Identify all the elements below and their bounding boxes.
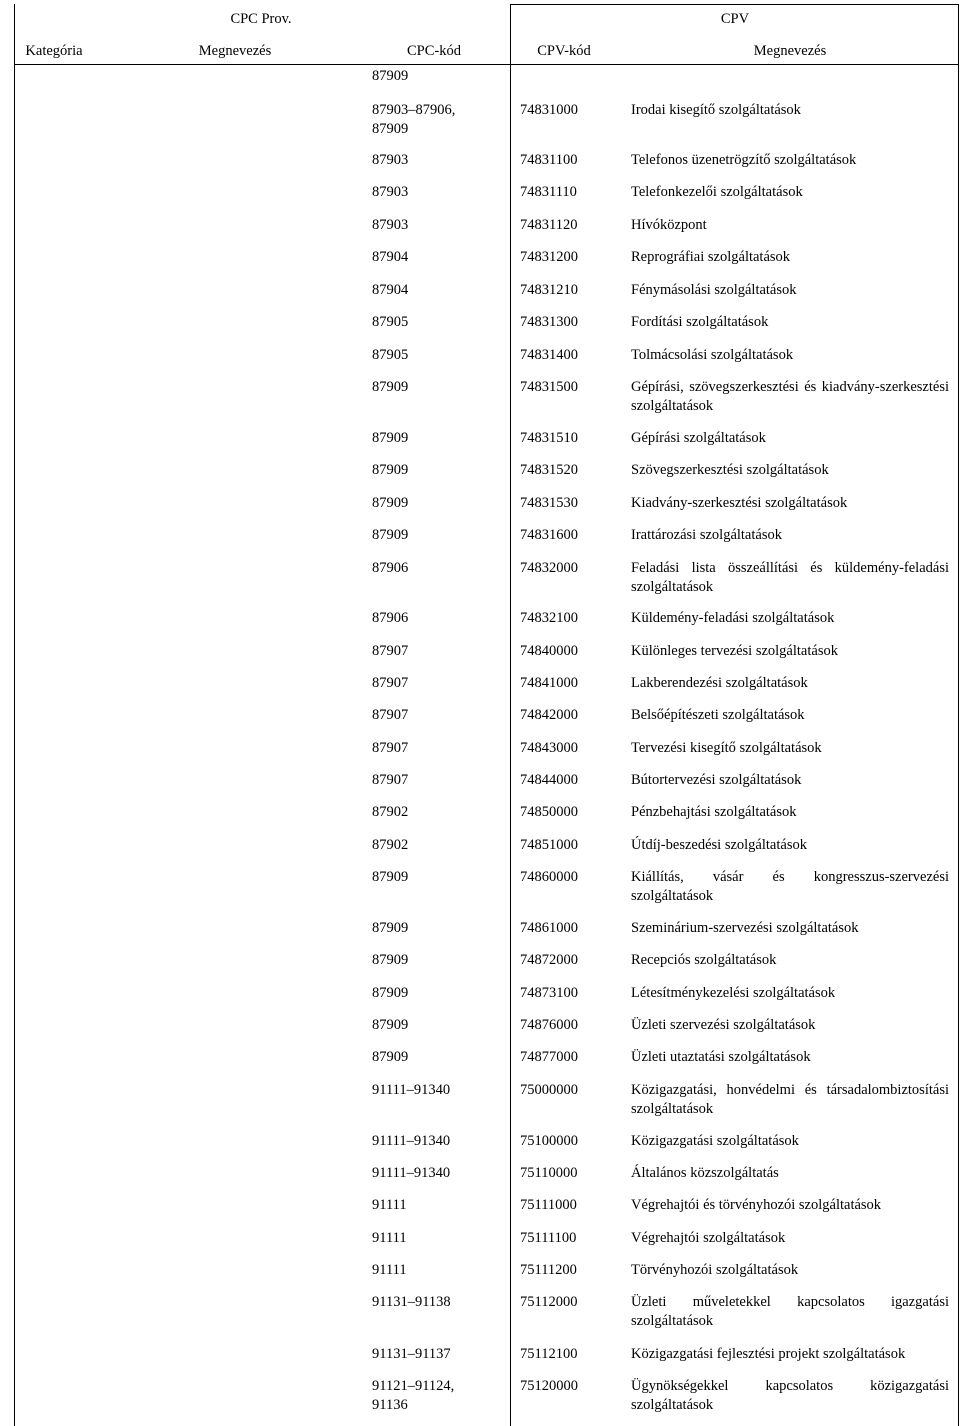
cpv-code: 74841000	[520, 675, 578, 691]
cpc-code: 87903–87906, 87909	[372, 102, 456, 137]
cpv-description: Irodai kisegítő szolgáltatások	[631, 102, 801, 118]
cpc-code: 91111–91340	[372, 1082, 451, 1098]
cpc-code: 87904	[372, 249, 409, 265]
cpv-code: 74851000	[520, 837, 578, 853]
cpc-code: 91111–91340	[372, 1133, 451, 1149]
cpv-code: 74831530	[520, 495, 578, 511]
cpv-description: Reprográfiai szolgáltatások	[631, 249, 791, 265]
cpv-description: Telefonos üzenetrögzítő szolgáltatások	[631, 152, 857, 168]
header-group-cpv: CPV	[720, 11, 750, 27]
cpv-code: 74840000	[520, 643, 578, 659]
cpc-code: 87909	[372, 952, 409, 968]
cpv-description: Tervezési kisegítő szolgáltatások	[631, 740, 822, 756]
cpc-code: 87907	[372, 772, 409, 788]
cpv-description: Szövegszerkesztési szolgáltatások	[631, 462, 829, 478]
cpc-code: 87907	[372, 707, 409, 723]
cpc-code: 87909	[372, 495, 409, 511]
cpv-code: 74831100	[520, 152, 578, 168]
cpv-description: Fordítási szolgáltatások	[631, 314, 769, 330]
column-divider-cpc-cpv	[510, 4, 511, 1426]
cpc-code: 87903	[372, 184, 409, 200]
cpv-code: 75120000	[520, 1378, 578, 1394]
cpc-code: 87909	[372, 430, 409, 446]
cpv-description: Törvényhozói szolgáltatások	[631, 1262, 799, 1278]
table-right-border	[958, 4, 959, 1426]
cpc-code: 87909	[372, 920, 409, 936]
cpv-description: Közigazgatási szolgáltatások	[631, 1133, 799, 1149]
header-kategoria: Kategória	[25, 43, 83, 59]
cpv-code: 74831210	[520, 282, 578, 298]
cpv-code: 74831520	[520, 462, 578, 478]
cpv-code: 74831600	[520, 527, 578, 543]
cpv-description: Létesítménykezelési szolgáltatások	[631, 985, 836, 1001]
cpv-code: 74831300	[520, 314, 578, 330]
first-cpc-code: 87909	[372, 68, 409, 84]
cpv-description: Gépírási, szövegszerkesztési és kiadvány-szerkesztési szolgáltatások	[631, 379, 949, 414]
cpv-description: Különleges tervezési szolgáltatások	[631, 643, 838, 659]
cpv-description: Közigazgatási fejlesztési projekt szolgáltatások	[631, 1346, 906, 1362]
cpv-description: Kiállítás, vásár és kongresszus-szervezési szolgáltatások	[631, 869, 949, 904]
cpv-description: Végrehajtói és törvényhozói szolgáltatások	[631, 1197, 882, 1213]
cpc-code: 91131–91138	[372, 1294, 451, 1310]
cpv-description: Üzleti utaztatási szolgáltatások	[631, 1049, 811, 1065]
cpc-code: 91121–91124, 91136	[372, 1378, 455, 1413]
cpc-code: 87906	[372, 610, 409, 626]
cpv-code: 74831110	[520, 184, 577, 200]
cpc-code: 87903	[372, 152, 409, 168]
cpv-description: Lakberendezési szolgáltatások	[631, 675, 808, 691]
cpv-code: 75111200	[520, 1262, 577, 1278]
cpv-description: Recepciós szolgáltatások	[631, 952, 777, 968]
cpc-code: 87909	[372, 1017, 409, 1033]
cpc-code: 87906	[372, 560, 409, 576]
cpv-description: Feladási lista összeállítási és küldemény-feladási szolgáltatások	[631, 560, 949, 595]
cpv-description: Szeminárium-szervezési szolgáltatások	[631, 920, 859, 936]
cpv-description: Általános közszolgáltatás	[631, 1165, 779, 1181]
cpv-code: 74872000	[520, 952, 578, 968]
cpc-code: 91111	[372, 1230, 407, 1246]
cpc-code: 87902	[372, 804, 409, 820]
cpv-code: 74850000	[520, 804, 578, 820]
cpv-code: 75000000	[520, 1082, 578, 1098]
cpc-code: 87909	[372, 379, 409, 395]
cpv-code: 74873100	[520, 985, 578, 1001]
cpv-description: Üzleti műveletekkel kapcsolatos igazgatási szolgáltatások	[631, 1294, 949, 1329]
cpc-code: 91111–91340	[372, 1165, 451, 1181]
cpv-code: 74876000	[520, 1017, 578, 1033]
cpv-code: 75111000	[520, 1197, 577, 1213]
cpc-code: 87909	[372, 527, 409, 543]
cpc-code: 91131–91137	[372, 1346, 451, 1362]
cpv-code: 75110000	[520, 1165, 578, 1181]
cpv-description: Küldemény-feladási szolgáltatások	[631, 610, 835, 626]
cpv-description: Közigazgatási, honvédelmi és társadalombiztosítási szolgáltatások	[631, 1082, 949, 1117]
cpc-code: 87904	[372, 282, 409, 298]
cpv-description: Bútortervezési szolgáltatások	[631, 772, 802, 788]
cpc-code: 87902	[372, 837, 409, 853]
cpv-code: 74831400	[520, 347, 578, 363]
cpc-code: 91111	[372, 1197, 407, 1213]
cpv-code: 74831510	[520, 430, 578, 446]
cpc-code: 87909	[372, 985, 409, 1001]
cpc-code: 87905	[372, 314, 409, 330]
cpv-code: 74844000	[520, 772, 578, 788]
cpc-code: 87907	[372, 643, 409, 659]
cpc-code: 87909	[372, 1049, 409, 1065]
cpv-code: 74861000	[520, 920, 578, 936]
cpv-description: Telefonkezelői szolgáltatások	[631, 184, 803, 200]
cpc-code: 87909	[372, 869, 409, 885]
cpv-code: 74832100	[520, 610, 578, 626]
cpv-header-top-border	[510, 4, 959, 5]
cpv-description: Pénzbehajtási szolgáltatások	[631, 804, 797, 820]
cpv-code: 74877000	[520, 1049, 578, 1065]
cpv-code: 74831200	[520, 249, 578, 265]
cpc-code: 87909	[372, 462, 409, 478]
header-megnevezes: Megnevezés	[198, 43, 272, 59]
header-cpv-megnevezes: Megnevezés	[753, 43, 827, 59]
cpv-description: Végrehajtói szolgáltatások	[631, 1230, 786, 1246]
cpv-description: Irattározási szolgáltatások	[631, 527, 782, 543]
header-bottom-border	[14, 64, 959, 65]
cpv-description: Útdíj-beszedési szolgáltatások	[631, 837, 807, 853]
cpv-code: 74831000	[520, 102, 578, 118]
table-left-border	[14, 4, 15, 1426]
cpv-code: 74842000	[520, 707, 578, 723]
header-cpc-kod: CPC-kód	[407, 43, 461, 59]
cpc-code: 91111	[372, 1262, 407, 1278]
cpv-description: Kiadvány-szerkesztési szolgáltatások	[631, 495, 848, 511]
cpv-code: 74831500	[520, 379, 578, 395]
cpc-code: 87905	[372, 347, 409, 363]
cpc-code: 87907	[372, 675, 409, 691]
cpv-description: Hívóközpont	[631, 217, 707, 233]
cpv-description: Fénymásolási szolgáltatások	[631, 282, 797, 298]
cpv-description: Gépírási szolgáltatások	[631, 430, 766, 446]
cpv-code: 75111100	[520, 1230, 577, 1246]
cpv-code: 75112000	[520, 1294, 578, 1310]
cpv-description: Tolmácsolási szolgáltatások	[631, 347, 794, 363]
cpv-code: 75100000	[520, 1133, 578, 1149]
cpv-code: 74831120	[520, 217, 578, 233]
cpv-code: 74860000	[520, 869, 578, 885]
cpv-code: 74843000	[520, 740, 578, 756]
cpv-description: Belsőépítészeti szolgáltatások	[631, 707, 805, 723]
cpv-code: 75112100	[520, 1346, 578, 1362]
cpv-description: Üzleti szervezési szolgáltatások	[631, 1017, 816, 1033]
cpc-code: 87903	[372, 217, 409, 233]
header-group-cpc: CPC Prov.	[230, 11, 292, 27]
cpv-code: 74832000	[520, 560, 578, 576]
cpv-description: Ügynökségekkel kapcsolatos közigazgatási szolgáltatások	[631, 1378, 949, 1413]
header-cpv-kod: CPV-kód	[537, 43, 591, 59]
cpc-code: 87907	[372, 740, 409, 756]
